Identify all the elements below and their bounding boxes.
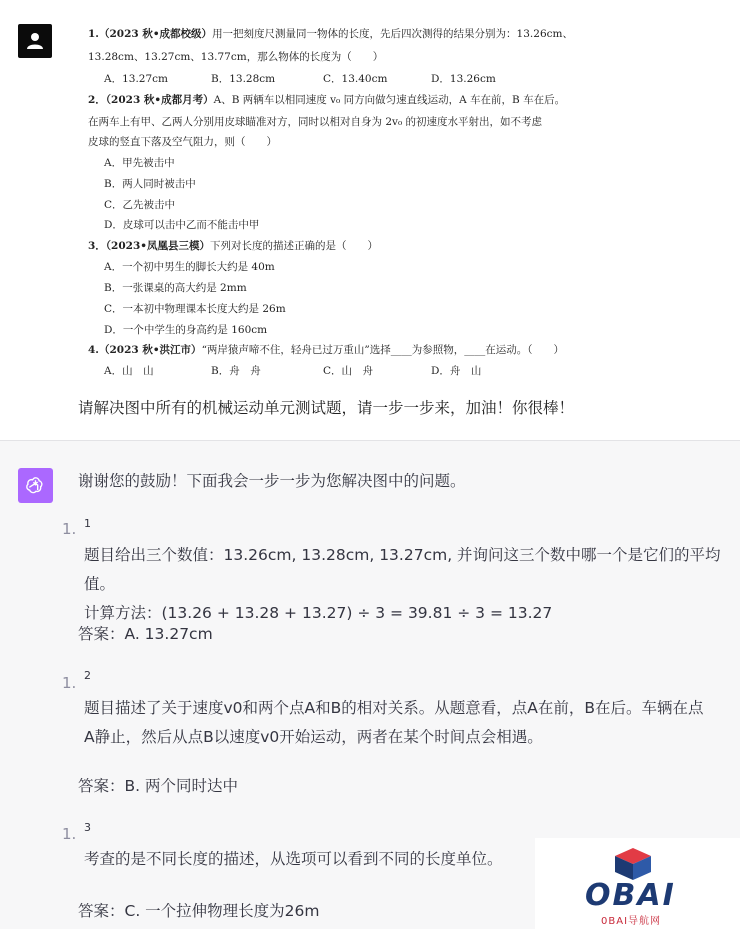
list-number: 1. [62,674,77,692]
user-avatar [18,24,52,58]
list-number: 1. [62,520,77,538]
openai-logo-icon [25,475,46,496]
q4-options: A．山 山 B．舟 舟 C．山 舟 D．舟 山 [104,365,482,377]
item-superscript: 3 [84,821,91,834]
q2-option-c: C．乙先被击中 [104,199,176,211]
q2-option-a: A．甲先被击中 [104,157,175,169]
q2-line2: 在两车上有甲、乙两人分别用皮球瞄准对方，同时以相对自身为 2v₀ 的初速度水平射出，如不考虑 [88,116,542,128]
watermark-subtitle: 0BAI导航网 [601,916,662,927]
q2-line3: 皮球的竖直下落及空气阻力，则（ ） [88,136,277,148]
watermark-logo [535,838,740,929]
assistant-intro: 谢谢您的鼓励！下面我会一步一步为您解决图中的问题。 [78,472,466,490]
user-icon [27,32,43,50]
item-superscript: 2 [84,669,91,682]
q1-options: A．13.27cm B．13.28cm C．13.40cm D．13.26cm [104,73,496,85]
assistant-avatar [18,468,53,503]
q3-line1: 3．（2023•凤凰县三模）下列对长度的描述正确的是（ ） [88,240,378,252]
answer-line: 答案：A. 13.27cm [78,625,213,643]
item-superscript: 1 [84,517,91,530]
q1-line1: 1.（2023 秋•成都校级）用一把刻度尺测量同一物体的长度，先后四次测得的结果分别为：13.26cm、 [88,28,573,40]
q4-line1: 4.（2023 秋•洪江市）“两岸猿声啼不住，轻舟已过万重山”选择____为参照物，____在运动。（ ） [88,344,565,356]
answer-explanation: 题目给出三个数值：13.26cm, 13.28cm, 13.27cm, 并询问这三个数中哪一个是它们的平均值。 计算方法：(13.26 + 13.28 + 13.27) ÷ 3 = 39.81 ÷ 3 = 13.27 [84,546,721,622]
answer-line: 答案：B. 两个同时达中 [78,777,238,795]
answer-explanation: 考查的是不同长度的描述，从选项可以看到不同的长度单位。 [84,850,503,868]
cube-logo-icon [613,846,653,882]
q3-option-c: C．一本初中物理课本长度大约是 26m [104,303,286,315]
q3-option-a: A．一个初中男生的脚长大约是 40m [104,261,275,273]
q2-line1: 2．（2023 秋•成都月考）A、B 两辆车以相同速度 v₀ 同方向做匀速直线运动，A 车在前，B 车在后。 [88,94,566,106]
watermark-title: OBAI [585,878,676,913]
q3-option-d: D．一个中学生的身高约是 160cm [104,324,268,336]
user-prompt-text: 请解决图中所有的机械运动单元测试题，请一步一步来，加油！你很棒！ [78,399,575,417]
q2-option-d: D．皮球可以击中乙而不能击中甲 [104,219,260,231]
answer-line: 答案：C. 一个拉伸物理长度为26m [78,902,320,920]
q1-line2: 13.28cm、13.27cm、13.77cm，那么物体的长度为（ ） [88,51,384,63]
user-message [0,0,740,440]
q2-option-b: B．两人同时被击中 [104,178,196,190]
q3-option-b: B．一张课桌的高大约是 2mm [104,282,247,294]
list-number: 1. [62,825,77,843]
answer-explanation: 题目描述了关于速度v0和两个点A和B的相对关系。从题意看，点A在前，B在后。车辆在点 A静止，然后从点B以速度v0开始运动，两者在某个时间点会相遇。 [84,699,704,746]
